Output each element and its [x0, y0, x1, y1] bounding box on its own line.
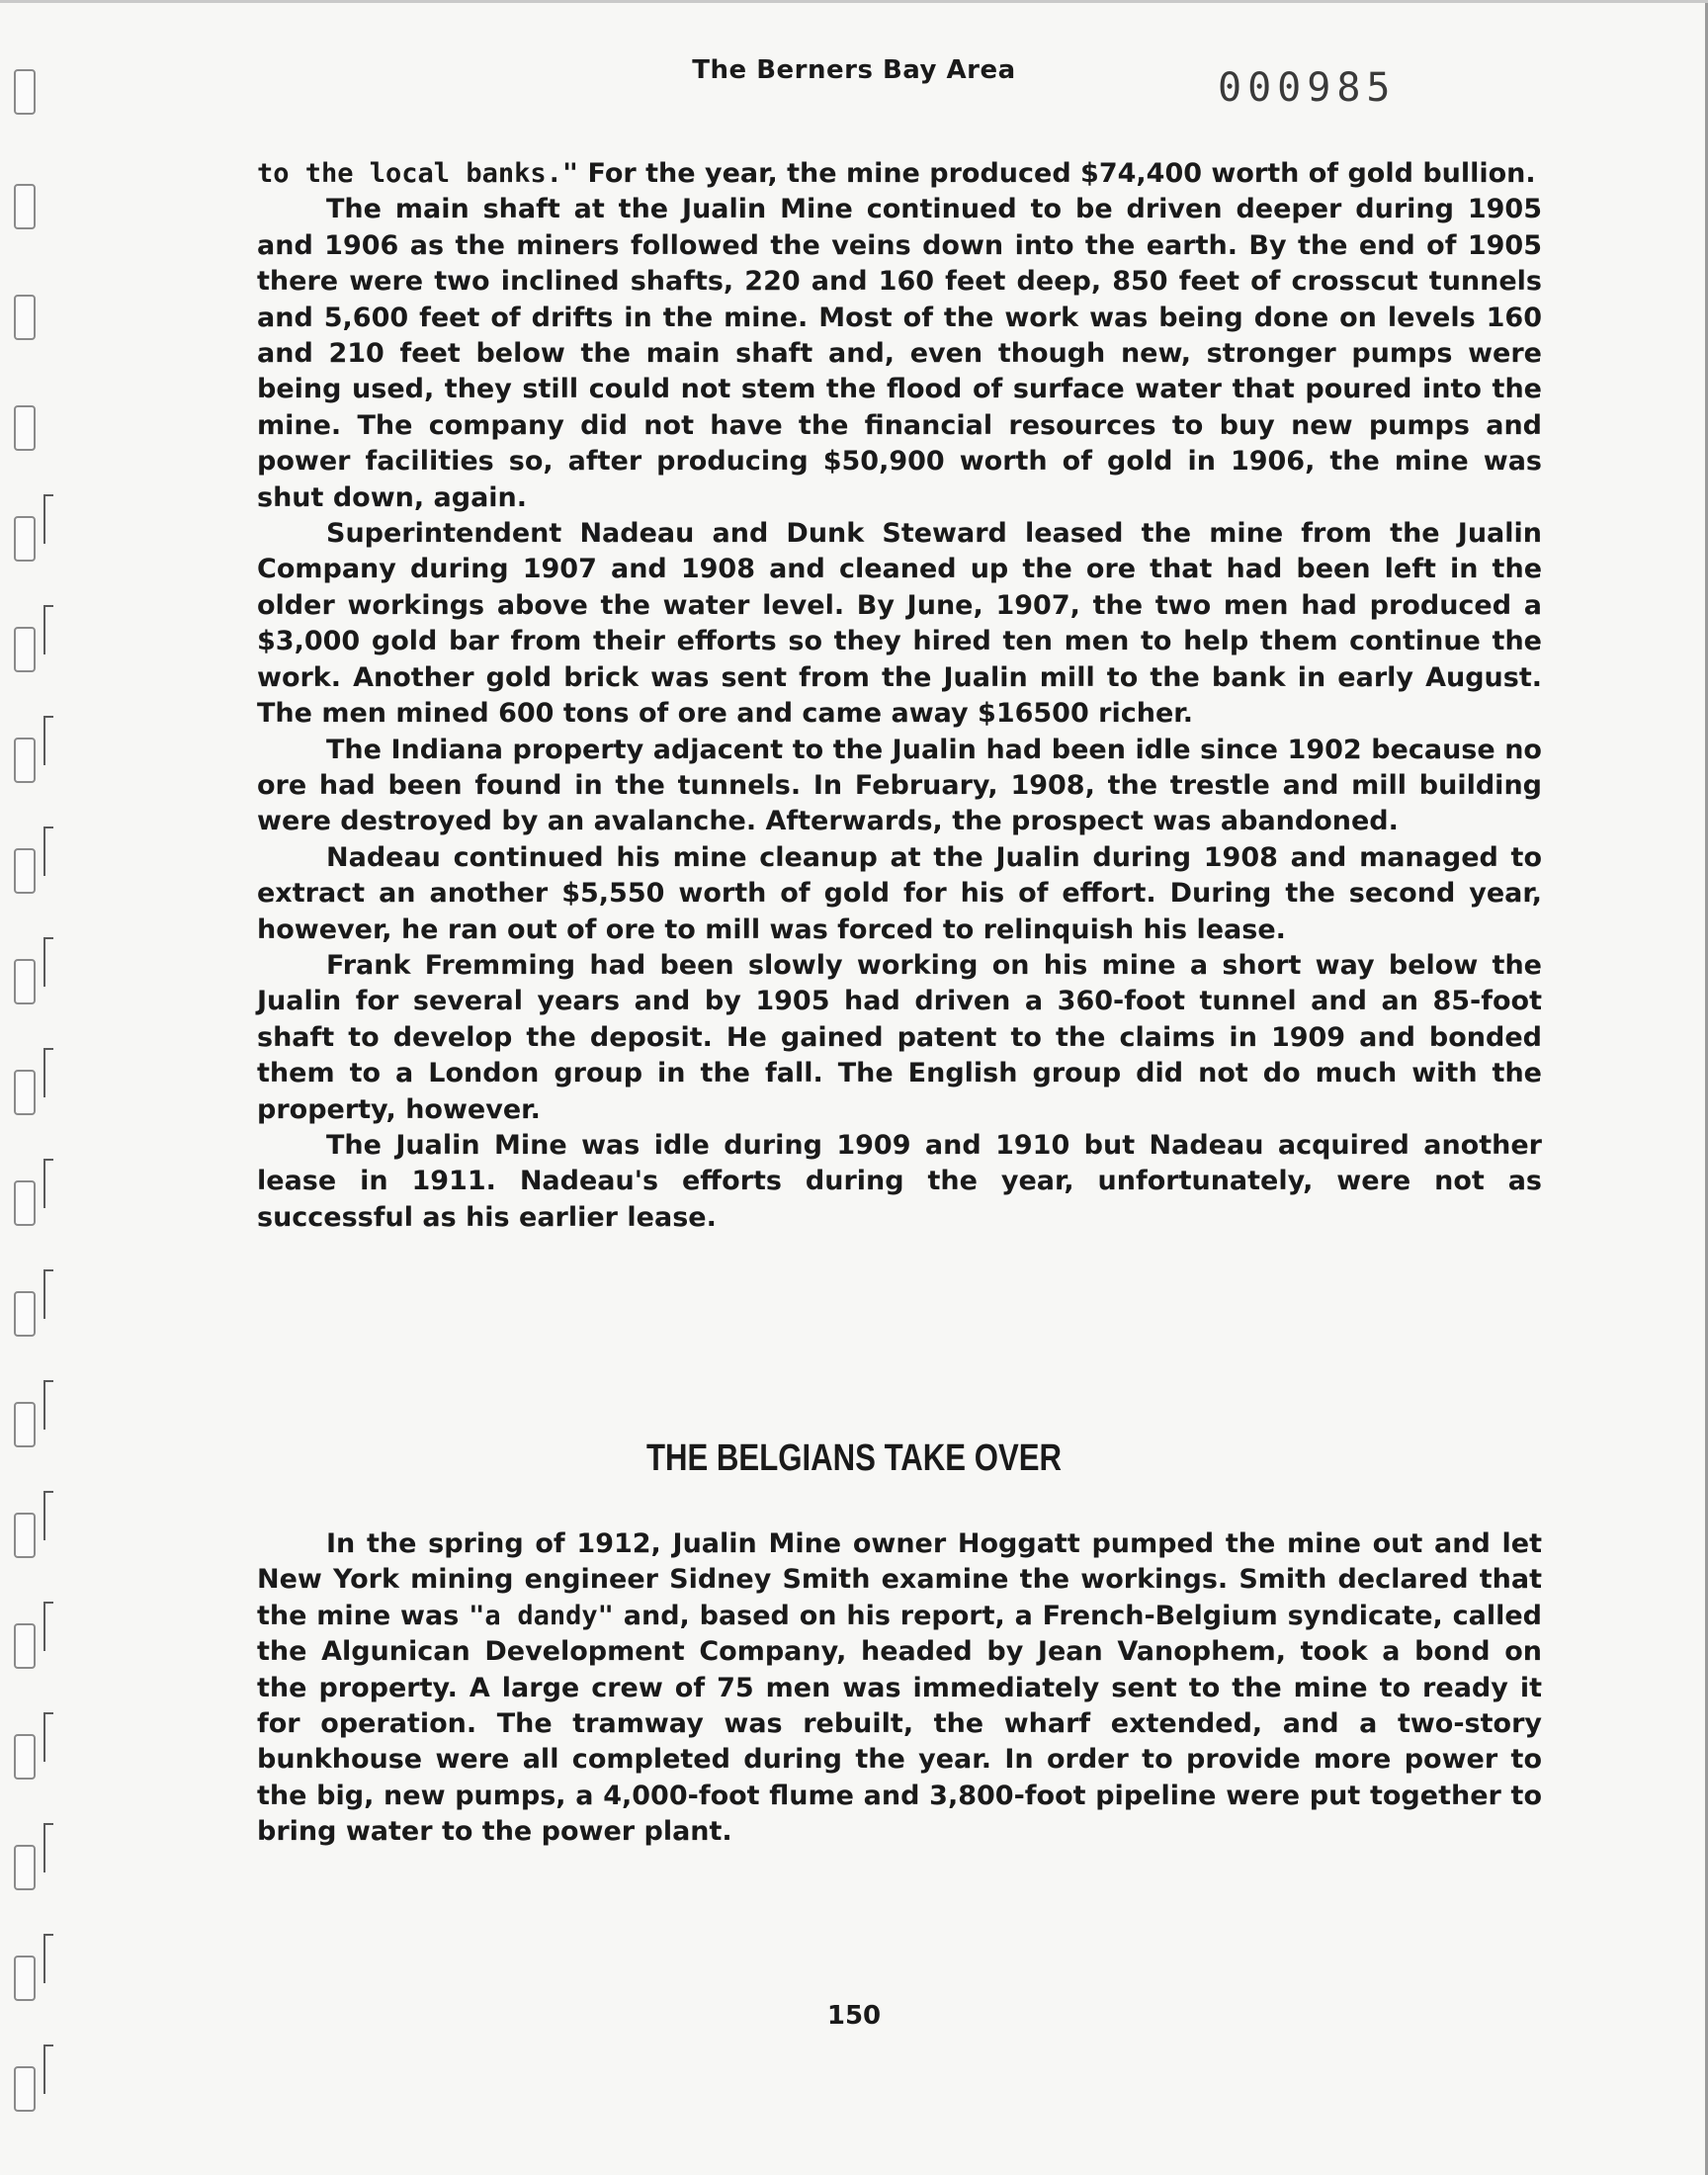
binder-hole: [14, 2066, 36, 2112]
binder-ring: [43, 1048, 53, 1097]
binder-hole: [14, 1734, 36, 1780]
binder-hole: [14, 738, 36, 783]
binder-ring: [43, 1380, 53, 1430]
running-head: The Berners Bay Area: [692, 55, 1016, 85]
binder-hole: [14, 959, 36, 1004]
paragraph: The Indiana property adjacent to the Jualin had been idle since 1902 because no ore had been found in the tunnels. In February, 1908, the trestle and mill building were destroyed by an avalanche. Afterwards, the prospect was abandoned.: [257, 734, 1542, 837]
binder-ring: [43, 1712, 53, 1762]
binder-ring: [43, 1934, 53, 1983]
binder-hole: [14, 1845, 36, 1890]
binder-hole: [14, 1180, 36, 1226]
binder-hole: [14, 1291, 36, 1337]
paragraph: [257, 1526, 1542, 1851]
binder-ring: [43, 1159, 53, 1208]
paragraph: The Jualin Mine was idle during 1909 and 1910 but Nadeau acquired another lease in 1911. Nadeau's efforts during the year, unfortunately, were not as successful as his earlier lease.: [257, 1129, 1542, 1233]
binder-ring: [43, 605, 53, 654]
binder-ring: [43, 937, 53, 987]
binder-hole: [14, 1513, 36, 1558]
emphasized-text: "a dandy": [469, 1600, 614, 1631]
paragraph-text: In the spring of 1912, Jualin Mine owner Hoggatt pumped the mine out and let New York mining engineer Sidney Smith examine the workings. Smith declared that the mine was: [257, 1528, 1542, 1631]
binder-hole: [14, 405, 36, 451]
binder-ring: [43, 1269, 53, 1319]
binder-hole: [14, 848, 36, 894]
binder-hole: [14, 1956, 36, 2001]
binder-ring: [43, 826, 53, 876]
body-text: [257, 156, 1542, 1236]
binder-hole: [14, 184, 36, 229]
paragraph: Frank Fremming had been slowly working on his mine a short way below the Jualin for several years and by 1905 had driven a 360-foot tunnel and an 85-foot shaft to develop the deposit. He gained patent to the claims in 1909 and bonded them to a London group in the fall. The English group did not do much with the property, however.: [257, 949, 1542, 1125]
page-number: 150: [826, 2001, 882, 2031]
document-number: 000985: [1218, 65, 1397, 111]
paragraph: The main shaft at the Jualin Mine continued to be driven deeper during 1905 and 1906 as the miners followed the veins down into the earth. By the end of 1905 there were two inclined shafts, 220 and 160 feet deep, 850 feet of crosscut tunnels and 5,600 feet of drifts in the mine. Most of the work was being done on levels 160 and 210 feet below the main shaft and, even though new, stronger pumps were being used, they still could not stem the flood of surface water that poured into the mine. The company did not have the financial resources to buy new pumps and power facilities so, after producing $50,900 worth of gold in 1906, the mine was shut down, again.: [257, 194, 1542, 513]
binder-ring: [43, 1823, 53, 1872]
emphasized-text: to the local banks.": [257, 158, 579, 189]
binder-ring: [43, 2044, 53, 2094]
page-top-edge: [0, 0, 1708, 3]
section-heading: THE BELGIANS TAKE OVER: [645, 1437, 1063, 1479]
binder-hole: [14, 1402, 36, 1447]
binder-hole: [14, 295, 36, 340]
paragraph: [257, 156, 1542, 192]
section-body: [257, 1526, 1542, 1851]
paragraph: Nadeau continued his mine cleanup at the Jualin during 1908 and managed to extract an another $5,550 worth of gold for his of effort. During the second year, however, he ran out of ore to mill was forced to relinquish his lease.: [257, 841, 1542, 945]
binder-ring: [43, 1602, 53, 1651]
binder-hole: [14, 627, 36, 672]
binder-ring: [43, 494, 53, 544]
paragraph-text: and, based on his report, a French-Belgium syndicate, called the Algunican Development Company, headed by Jean Vanophem, took a bond on the property. A large crew of 75 men was immediately sent to the mine to ready it for operation. The tramway was rebuilt, the wharf extended, and a two-story bunkhouse were all completed during the year. In order to provide more power to the big, new pumps, a 4,000-foot flume and 3,800-foot pipeline were put together to bring water to the power plant.: [257, 1600, 1542, 1848]
binder-hole: [14, 516, 36, 562]
paragraph: Superintendent Nadeau and Dunk Steward leased the mine from the Jualin Company during 1907 and 1908 and cleaned up the ore that had been left in the older workings above the water level. By June, 1907, the two men had produced a $3,000 gold bar from their efforts so they hired ten men to help them continue the work. Another gold brick was sent from the Jualin mill to the bank in early August. The men mined 600 tons of ore and came away $16500 richer.: [257, 518, 1542, 730]
binder-hole: [14, 1070, 36, 1115]
binder-hole: [14, 1623, 36, 1669]
binder-ring: [43, 1491, 53, 1540]
paragraph-text: For the year, the mine produced $74,400 worth of gold bullion.: [578, 158, 1536, 189]
binder-ring: [43, 716, 53, 765]
binder-holes: [0, 0, 109, 2175]
